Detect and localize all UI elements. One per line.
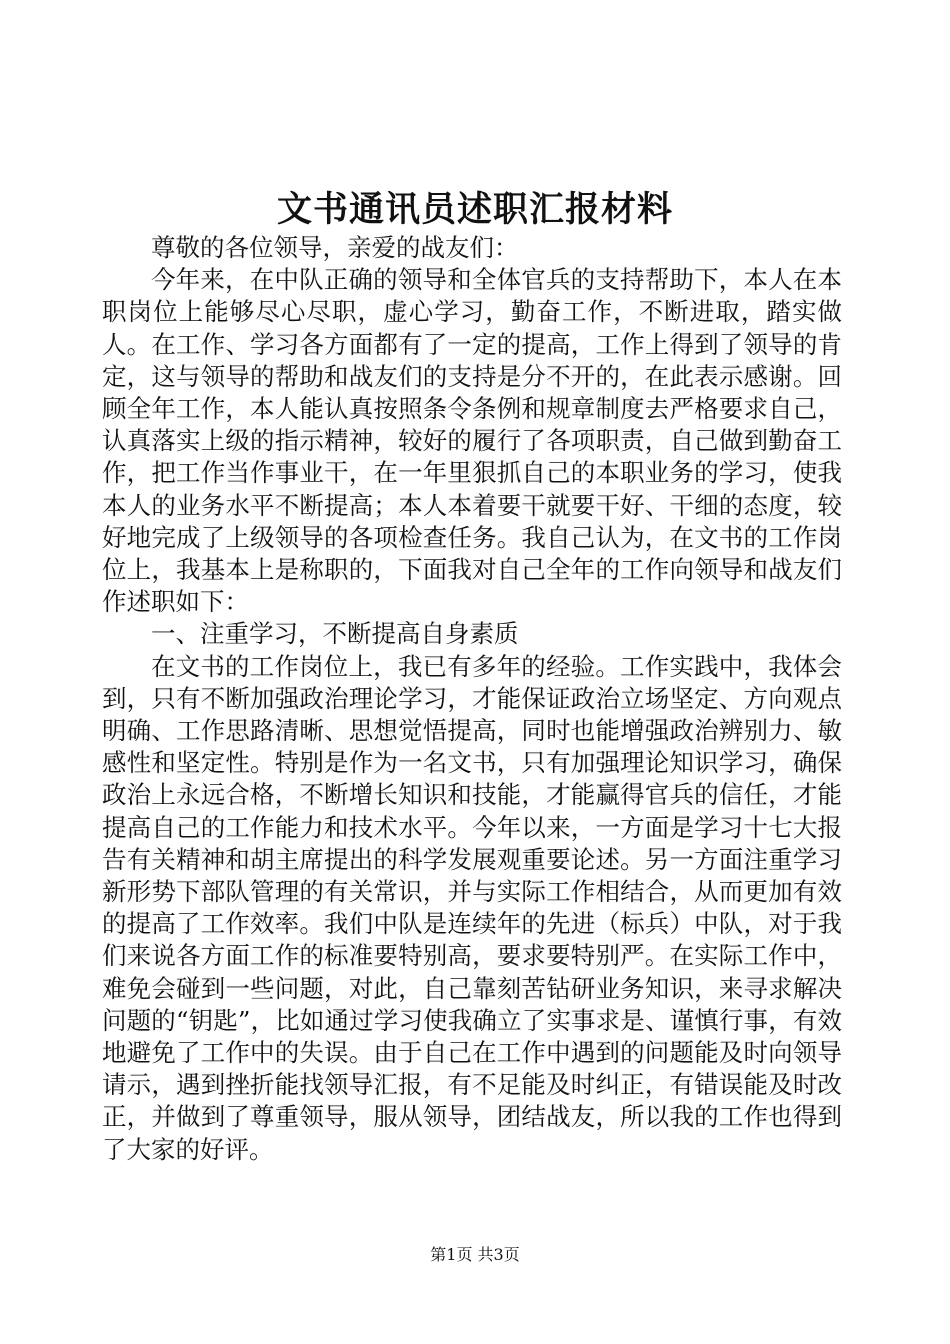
document-title: 文书通讯员述职汇报材料 xyxy=(276,189,673,230)
salutation: 尊敬的各位领导，亲爱的战友们： xyxy=(151,233,519,262)
document-body xyxy=(102,232,842,1166)
section-heading-1: 一、注重学习，不断提高自身素质 xyxy=(151,619,519,649)
paragraph-section-1: 在文书的工作岗位上，我已有多年的经验。工作实践中，我体会到，只有不断加强政治理论学习，才能保证政治立场坚定、方向观点明确、工作思路清晰、思想觉悟提高，同时也能增强政治辨别力、敏感性和坚定性。特别是作为一名文书，只有加强理论知识学习，确保政治上永远合格，不断增长知识和技能，才能赢得官兵的信任，才能提高自己的工作能力和技术水平。今年以来，一方面是学习十七大报告有关精神和胡主席提出的科学发展观重要论述。另一方面注重学习新形势下部队管理的有关常识，并与实际工作相结合，从而更加有效的提高了工作效率。我们中队是连续年的先进（标兵）中队，对于我们来说各方面工作的标准要特别高，要求要特别严。在实际工作中，难免会碰到一些问题，对此，自己靠刻苦钻研业务知识，来寻求解决问题的“钥匙”，比如通过学习使我确立了实事求是、谨慎行事，有效地避免了工作中的失误。由于自己在工作中遇到的问题能及时向领导请示，遇到挫折能找领导汇报，有不足能及时纠正，有错误能及时改正，并做到了尊重领导，服从领导，团结战友，所以我的工作也得到了大家的好评。 xyxy=(102,651,842,1164)
page-footer: 第1页 共3页 xyxy=(430,1245,520,1264)
paragraph-intro: 今年来，在中队正确的领导和全体官兵的支持帮助下，本人在本职岗位上能够尽心尽职，虚心学习，勤奋工作，不断进取，踏实做人。在工作、学习各方面都有了一定的提高，工作上得到了领导的肯定，这与领导的帮助和战友们的支持是分不开的，在此表示感谢。回顾全年工作，本人能认真按照条令条例和规章制度去严格要求自己，认真落实上级的指示精神，较好的履行了各项职责，自己做到勤奋工作，把工作当作事业干，在一年里狠抓自己的本职业务的学习，使我本人的业务水平不断提高；本人本着要干就要干好、干细的态度，较好地完成了上级领导的各项检查任务。我自己认为，在文书的工作岗位上，我基本上是称职的，下面我对自己全年的工作向领导和战友们作述职如下： xyxy=(102,265,842,617)
